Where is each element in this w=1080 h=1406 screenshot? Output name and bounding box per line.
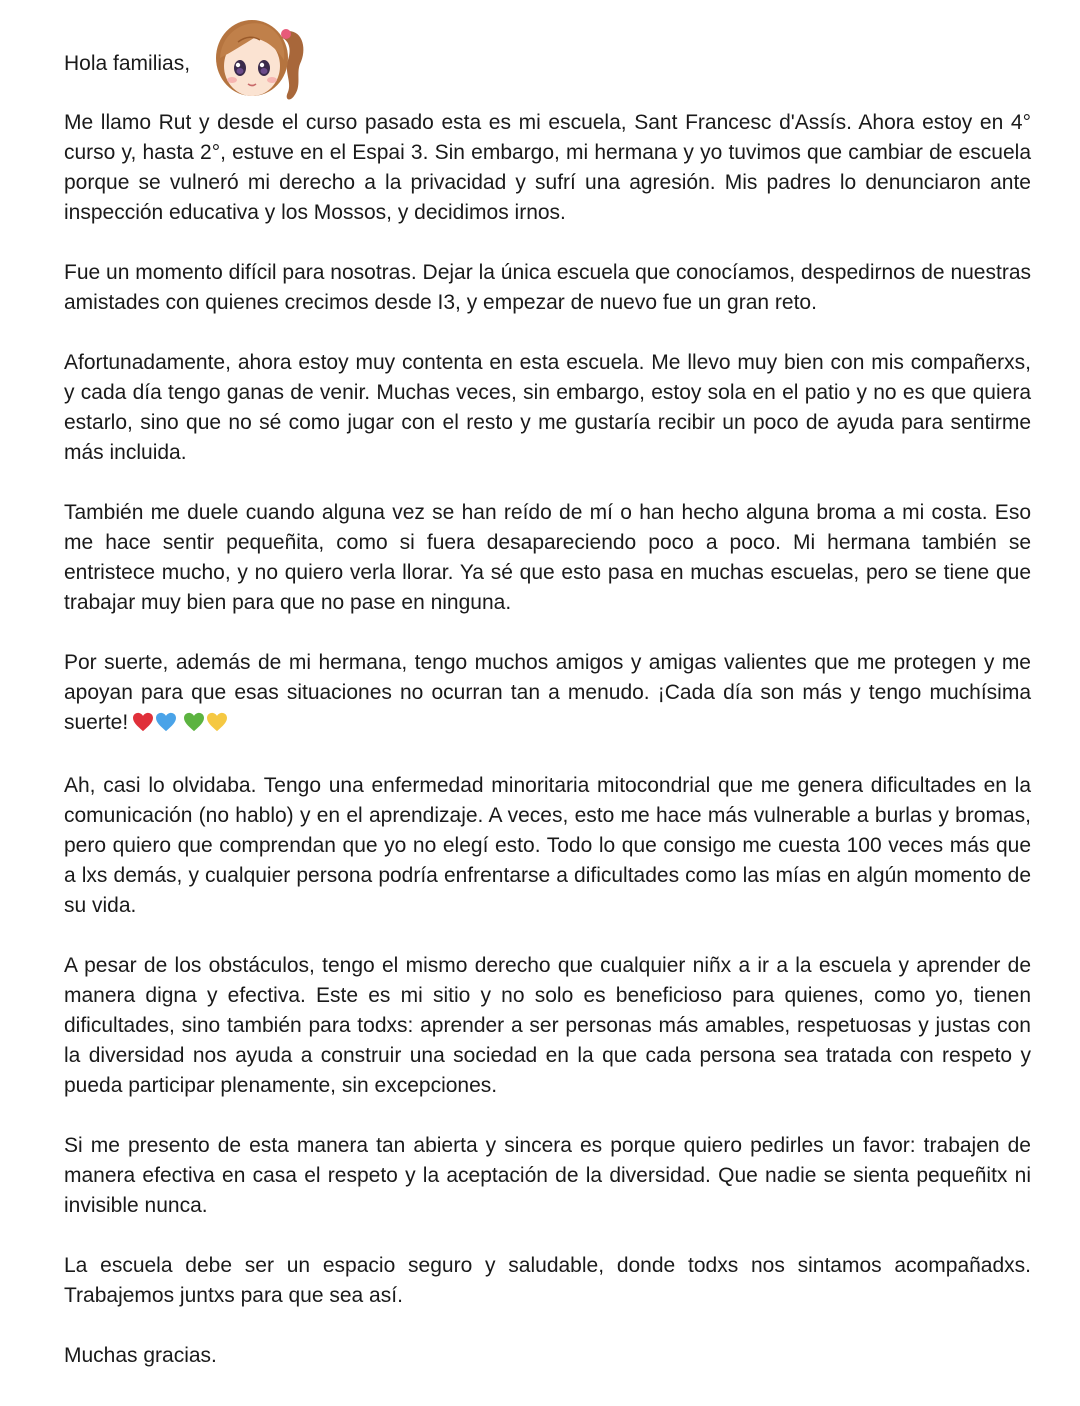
red-heart-icon bbox=[132, 712, 154, 732]
paragraph-4: También me duele cuando alguna vez se han reído de mí o han hecho alguna broma a mi costa. Eso me hace sentir pequeñita, como si fuera desapareciendo poco a poco. Mi hermana también se entristece mucho, y no quiero verla llorar. Ya sé que esto pasa en muchas escuelas, pero se tiene que trabajar muy bien para que no pase en ninguna. bbox=[64, 501, 1031, 614]
greeting-row bbox=[64, 0, 1031, 110]
paragraph-3: Afortunadamente, ahora estoy muy contenta en esta escuela. Me llevo muy bien con mis compañerxs, y cada día tengo ganas de venir. Muchas veces, sin embargo, estoy sola en el patio y no es que quiera estarlo, sino que no sé como jugar con el resto y me gustaría recibir un poco de ayuda para sentirme más incluida. bbox=[64, 351, 1031, 464]
paragraph-5: Por suerte, además de mi hermana, tengo muchos amigos y amigas valientes que me protegen y me apoyan para que esas situaciones no ocurran tan a menudo. ¡Cada día son más y tengo muchísima suerte! bbox=[64, 651, 1031, 734]
blue-heart-icon bbox=[155, 712, 177, 732]
paragraph-9: La escuela debe ser un espacio seguro y saludable, donde todxs nos sintamos acompañadxs. Trabajemos juntxs para que sea así. bbox=[64, 1254, 1031, 1307]
yellow-heart-icon bbox=[206, 712, 228, 732]
closing: Muchas gracias. bbox=[64, 1344, 217, 1367]
letter-body bbox=[64, 108, 1031, 1371]
paragraph-1: Me llamo Rut y desde el curso pasado esta es mi escuela, Sant Francesc d'Assís. Ahora estoy en 4° curso y, hasta 2°, estuve en el Espai 3. Sin embargo, mi hermana y yo tuvimos que cambiar de escuela porque se vulneró mi derecho a la privacidad y sufrí una agresión. Mis padres lo denunciaron ante inspección educativa y los Mossos, y decidimos irnos. bbox=[64, 111, 1031, 224]
paragraph-2: Fue un momento difícil para nosotras. Dejar la única escuela que conocíamos, despedirnos de nuestras amistades con quienes crecimos desde I3, y empezar de nuevo fue un gran reto. bbox=[64, 261, 1031, 314]
greeting: Hola familias, bbox=[64, 52, 191, 75]
paragraph-7: A pesar de los obstáculos, tengo el mismo derecho que cualquier niñx a ir a la escuela y aprender de manera digna y efectiva. Este es mi sitio y no solo es beneficioso para quienes, como yo, tienen dificultades, sino también para todxs: aprender a ser personas más amables, respetuosas y justas con la diversidad nos ayuda a construir una sociedad en la que cada persona sea tratada con respeto y pueda participar plenamente, sin excepciones. bbox=[64, 954, 1031, 1097]
girl-avatar-icon bbox=[210, 14, 310, 110]
paragraph-5-wrapper bbox=[64, 648, 1031, 741]
paragraph-6: Ah, casi lo olvidaba. Tengo una enfermedad minoritaria mitocondrial que me genera dificultades en la comunicación (no hablo) y en el aprendizaje. A veces, esto me hace más vulnerable a burlas y bromas, pero quiero que comprendan que yo no elegí esto. Todo lo que consigo me cuesta 100 veces más que a lxs demás, y cualquier persona podría enfrentarse a dificultades como las mías en algún momento de su vida. bbox=[64, 774, 1031, 917]
letter-page bbox=[64, 0, 1031, 1367]
hearts-group bbox=[132, 711, 229, 741]
paragraph-8: Si me presento de esta manera tan abierta y sincera es porque quiero pedirles un favor: trabajen de manera efectiva en casa el respeto y la aceptación de la diversidad. Que nadie se sienta pequeñitx ni invisible nunca. bbox=[64, 1134, 1031, 1217]
green-heart-icon bbox=[183, 712, 205, 732]
